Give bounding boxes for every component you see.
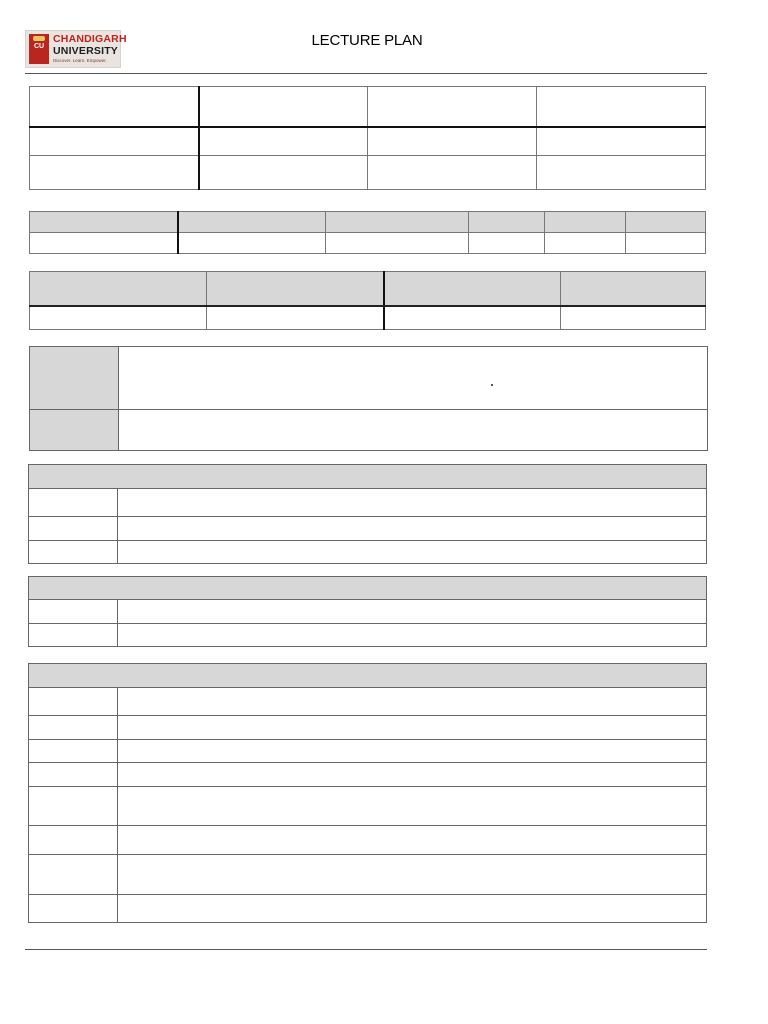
stray-dot bbox=[491, 384, 493, 386]
logo-tagline: Discover. Learn. Empower. bbox=[53, 58, 107, 63]
table-label-cell bbox=[30, 410, 119, 451]
table-cell bbox=[118, 740, 707, 763]
table-cell bbox=[537, 127, 706, 156]
table-cell bbox=[119, 410, 708, 451]
table-cell bbox=[368, 156, 537, 190]
table-header-cell bbox=[626, 212, 706, 233]
crest-icon: CU bbox=[29, 34, 49, 64]
table-cell bbox=[118, 489, 707, 517]
header-divider bbox=[25, 73, 707, 74]
table-cell bbox=[626, 233, 706, 254]
table-header-cell bbox=[326, 212, 469, 233]
table-cell bbox=[29, 763, 118, 787]
table-cell bbox=[118, 600, 707, 624]
faculty-details-table bbox=[29, 271, 706, 330]
table-cell bbox=[118, 541, 707, 564]
section-header bbox=[29, 664, 707, 688]
table-cell bbox=[199, 156, 368, 190]
table-cell bbox=[29, 787, 118, 826]
section-header bbox=[29, 577, 707, 600]
table-cell bbox=[178, 233, 326, 254]
table-cell bbox=[29, 688, 118, 716]
table-cell bbox=[29, 716, 118, 740]
table-header-cell bbox=[469, 212, 545, 233]
table-cell bbox=[29, 740, 118, 763]
table-cell bbox=[207, 306, 384, 330]
table-cell bbox=[30, 306, 207, 330]
table-cell bbox=[199, 87, 368, 127]
subject-details-table bbox=[29, 211, 706, 254]
table-cell bbox=[29, 624, 118, 647]
table-header-cell bbox=[30, 212, 178, 233]
section-table-1 bbox=[28, 464, 707, 564]
table-header-cell bbox=[30, 272, 207, 306]
table-cell bbox=[118, 624, 707, 647]
table-header-cell bbox=[384, 272, 561, 306]
section-header bbox=[29, 465, 707, 489]
table-cell bbox=[537, 156, 706, 190]
table-cell bbox=[537, 87, 706, 127]
table-cell bbox=[118, 895, 707, 923]
table-header-cell bbox=[178, 212, 326, 233]
table-cell bbox=[118, 855, 707, 895]
page-title: LECTURE PLAN bbox=[311, 32, 423, 49]
section-table-3 bbox=[28, 663, 707, 923]
table-cell bbox=[368, 87, 537, 127]
table-cell bbox=[469, 233, 545, 254]
table-cell bbox=[326, 233, 469, 254]
table-cell bbox=[30, 156, 199, 190]
table-cell bbox=[545, 233, 626, 254]
table-cell bbox=[118, 826, 707, 855]
table-cell bbox=[29, 489, 118, 517]
table-header-cell bbox=[207, 272, 384, 306]
table-cell bbox=[29, 517, 118, 541]
table-cell bbox=[118, 763, 707, 787]
table-cell bbox=[118, 517, 707, 541]
table-cell bbox=[561, 306, 706, 330]
course-info-table bbox=[29, 86, 706, 190]
logo-name-line2: UNIVERSITY bbox=[53, 45, 119, 57]
table-cell bbox=[118, 787, 707, 826]
footer-divider bbox=[25, 949, 707, 950]
table-cell bbox=[30, 87, 199, 127]
table-cell bbox=[384, 306, 561, 330]
table-cell bbox=[30, 233, 178, 254]
section-table-2 bbox=[28, 576, 707, 647]
table-cell bbox=[119, 347, 708, 410]
table-cell bbox=[29, 541, 118, 564]
table-header-cell bbox=[561, 272, 706, 306]
logo-name-line1: CHANDIGARH bbox=[53, 33, 127, 45]
table-header-cell bbox=[545, 212, 626, 233]
table-cell bbox=[29, 826, 118, 855]
table-cell bbox=[368, 127, 537, 156]
table-label-cell bbox=[30, 347, 119, 410]
table-cell bbox=[30, 127, 199, 156]
table-cell bbox=[29, 600, 118, 624]
table-cell bbox=[29, 855, 118, 895]
table-cell bbox=[118, 716, 707, 740]
table-cell bbox=[29, 895, 118, 923]
table-cell bbox=[199, 127, 368, 156]
table-cell bbox=[118, 688, 707, 716]
topic-table bbox=[29, 346, 708, 451]
